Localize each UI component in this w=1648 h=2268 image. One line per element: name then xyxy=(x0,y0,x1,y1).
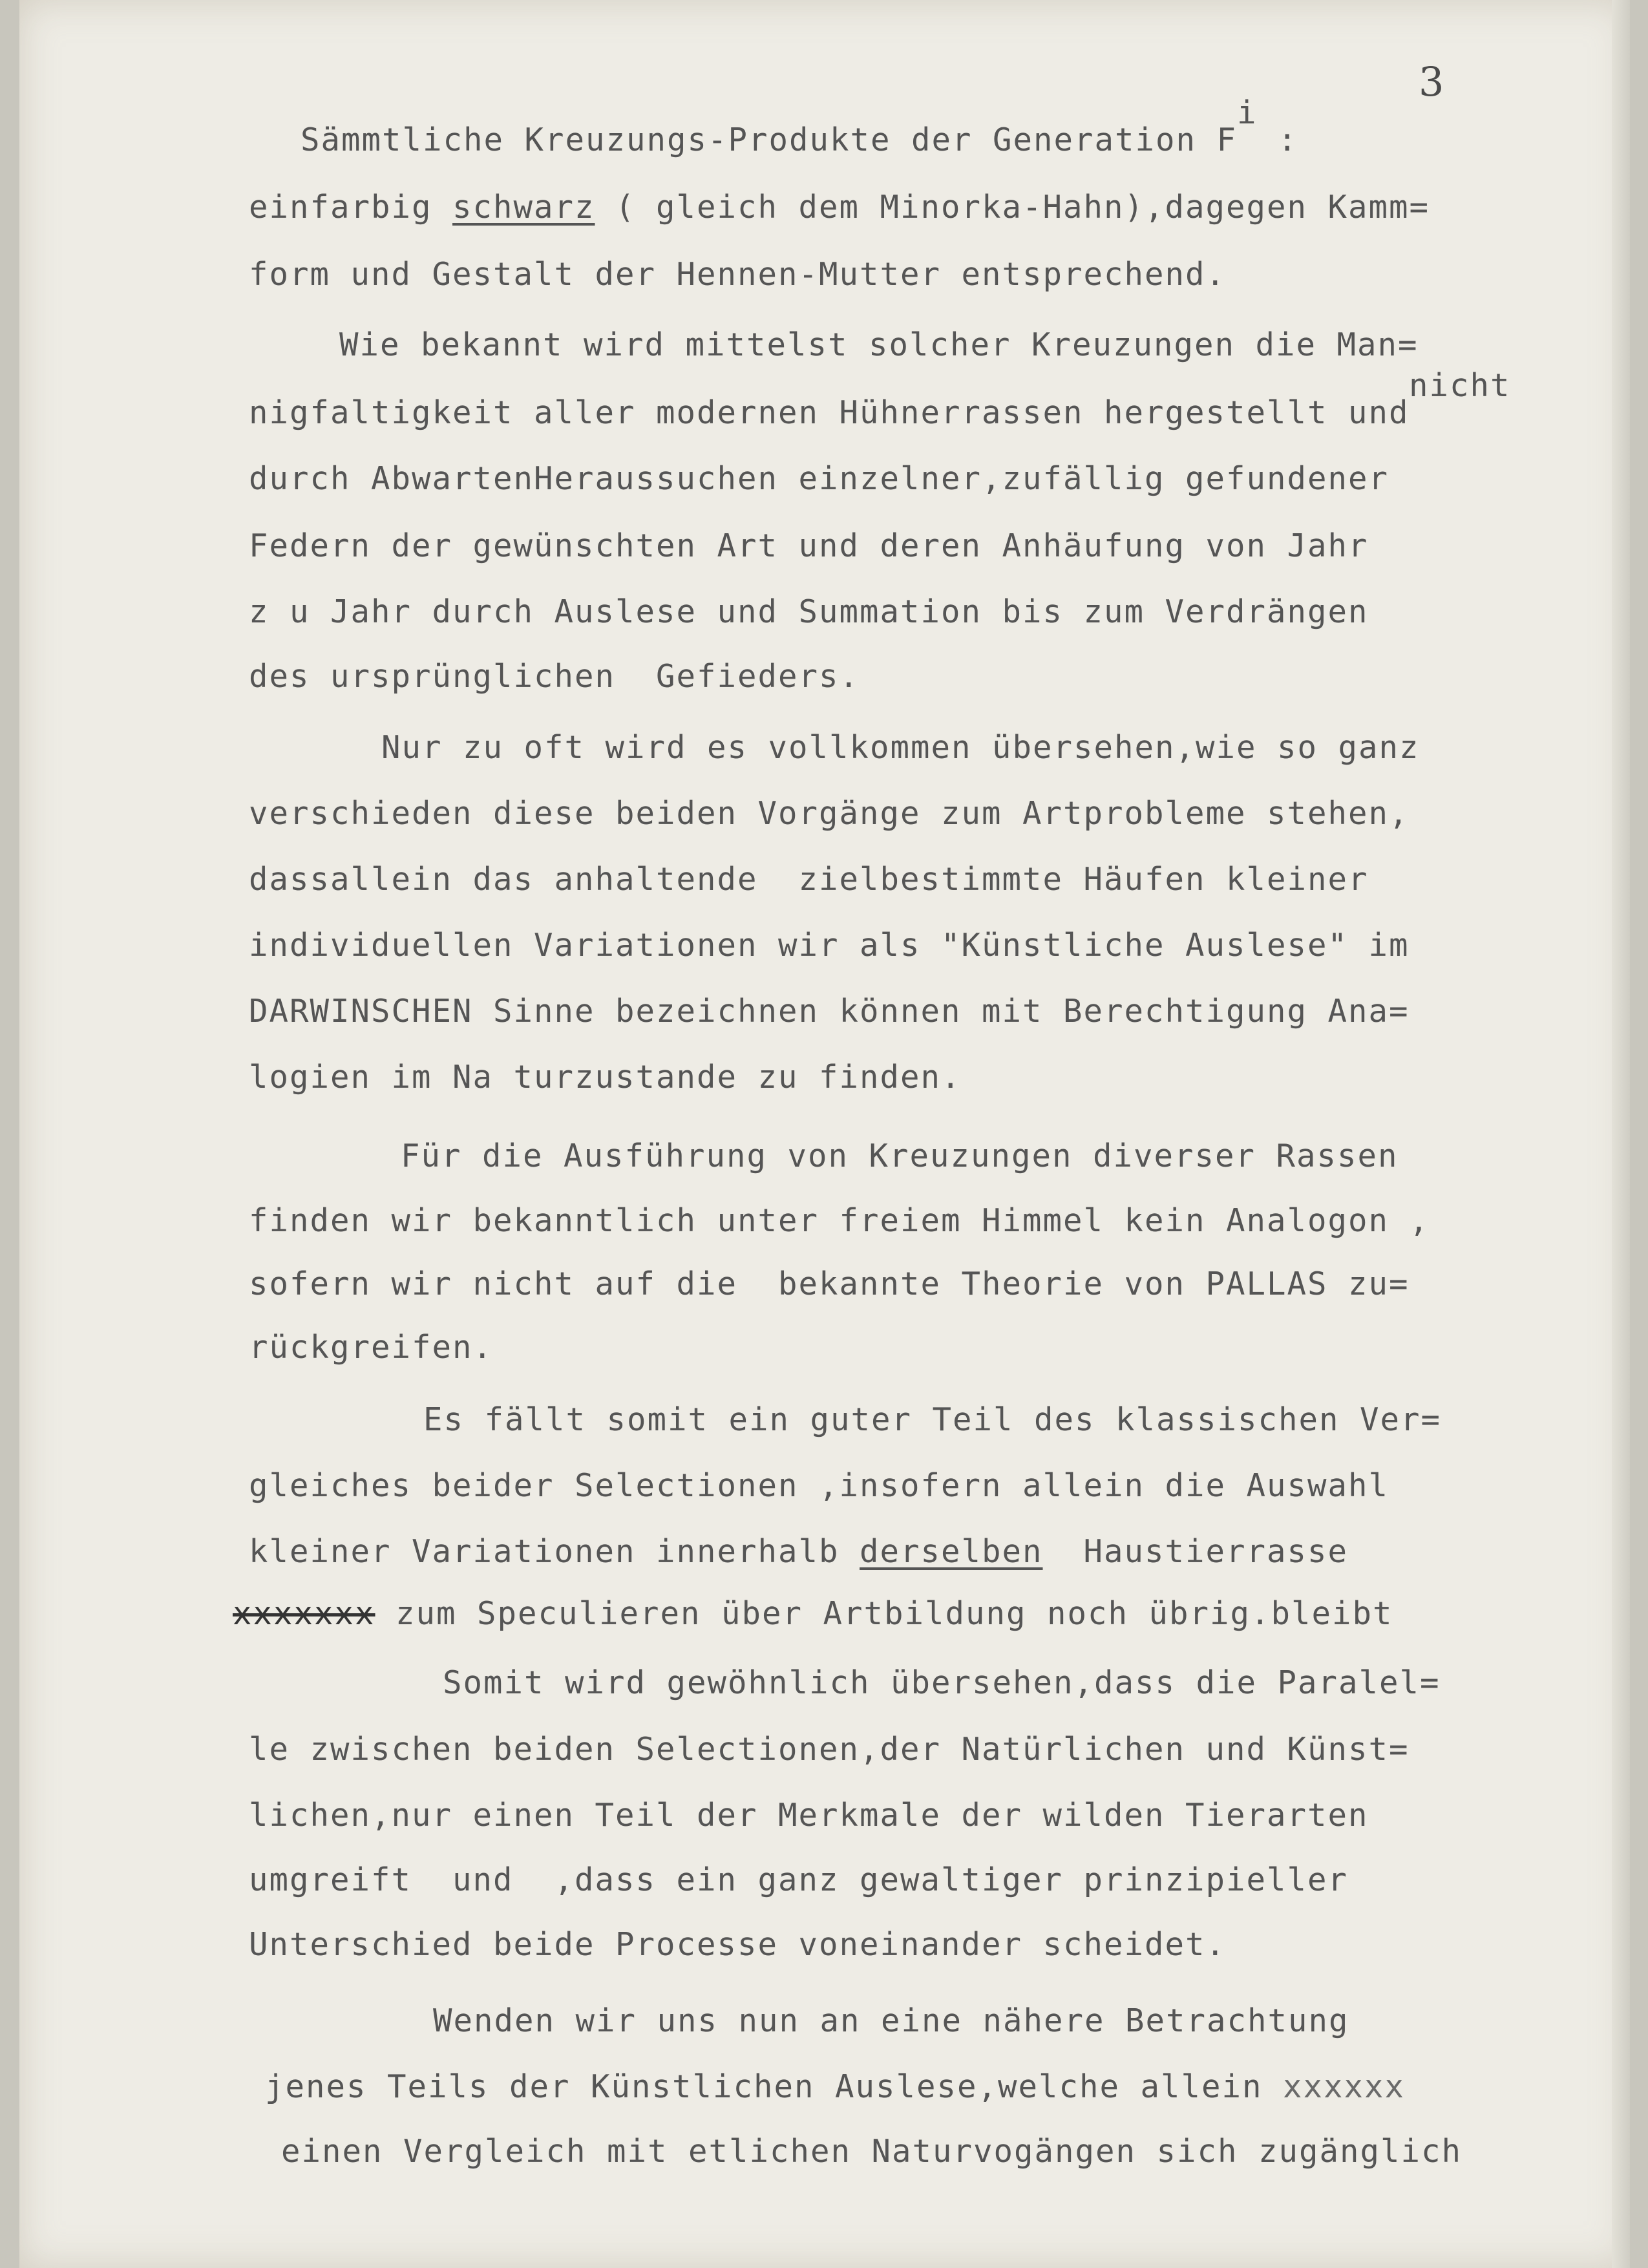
text-line: gleiches beider Selectionen ,insofern allein die Auswahl xyxy=(249,1467,1389,1504)
text-line: einfarbig schwarz ( gleich dem Minorka-Hahn),dagegen Kamm= xyxy=(249,189,1430,226)
text-line: Wie bekannt wird mittelst solcher Kreuzungen die Man= xyxy=(339,326,1419,363)
text-line: lichen,nur einen Teil der Merkmale der wilden Tierarten xyxy=(249,1797,1369,1834)
text-line: nigfaltigkeit aller modernen Hühnerrassen hergestellt und xyxy=(249,394,1410,431)
text-line: DARWINSCHEN Sinne bezeichnen können mit Berechtigung Ana= xyxy=(249,993,1410,1030)
text-line: le zwischen beiden Selectionen,der Natürlichen und Künst= xyxy=(249,1731,1410,1768)
text-line: Unterschied beide Processe voneinander scheidet. xyxy=(249,1926,1227,1963)
text-line: sofern wir nicht auf die bekannte Theorie von PALLAS zu= xyxy=(249,1266,1410,1302)
struck-text: xxxxxxx xyxy=(233,1595,375,1632)
text-line: Es fällt somit ein guter Teil des klassischen Ver= xyxy=(423,1401,1442,1438)
text-line: dassallein das anhaltende zielbestimmte Häufen kleiner xyxy=(249,861,1369,898)
text-line: umgreift und ,dass ein ganz gewaltiger prinzipieller xyxy=(249,1861,1349,1898)
text-line: Wenden wir uns nun an eine nähere Betrachtung xyxy=(433,2002,1349,2039)
text-line: kleiner Variationen innerhalb derselben Haustierrasse xyxy=(249,1533,1349,1570)
text-line: z u Jahr durch Auslese und Summation bis zum Verdrängen xyxy=(249,593,1369,630)
text-line: jenes Teils der Künstlichen Auslese,welche allein xxxxxx xyxy=(265,2068,1406,2105)
text-line: finden wir bekanntlich unter freiem Himmel kein Analogon , xyxy=(249,1202,1430,1239)
text-line: verschieden diese beiden Vorgänge zum Artprobleme stehen, xyxy=(249,795,1410,832)
text-line: individuellen Variationen wir als "Künstliche Auslese" im xyxy=(249,927,1410,964)
text-line: Für die Ausführung von Kreuzungen diverser Rassen xyxy=(401,1138,1399,1174)
text-line: durch AbwartenHeraussuchen einzelner,zufällig gefundener xyxy=(249,460,1389,497)
overtyped-text: xxxxxx xyxy=(1283,2068,1406,2105)
text-line: Sämmtliche Kreuzungs-Produkte der Generation Fi : xyxy=(301,94,1298,158)
text-line: rückgreifen. xyxy=(249,1329,494,1366)
text-line: form und Gestalt der Hennen-Mutter entsprechend. xyxy=(249,256,1227,293)
text-line: des ursprünglichen Gefieders. xyxy=(249,658,860,695)
text-line: xxxxxxx zum Speculieren über Artbildung noch übrig.bleibt xyxy=(233,1595,1393,1632)
page-number: 3 xyxy=(1419,58,1444,105)
text-line: Somit wird gewöhnlich übersehen,dass die Paralel= xyxy=(443,1664,1441,1701)
typewritten-page xyxy=(19,0,1630,2268)
text-line: Nur zu oft wird es vollkommen übersehen,wie so ganz xyxy=(381,729,1420,766)
text-line: einen Vergleich mit etlichen Naturvogängen sich zugänglich xyxy=(281,2133,1463,2170)
page-edge xyxy=(1612,0,1630,2268)
text-line: logien im Na turzustande zu finden. xyxy=(249,1059,962,1096)
inserted-word: nicht xyxy=(1409,367,1511,404)
text-line: Federn der gewünschten Art und deren Anhäufung von Jahr xyxy=(249,527,1369,564)
